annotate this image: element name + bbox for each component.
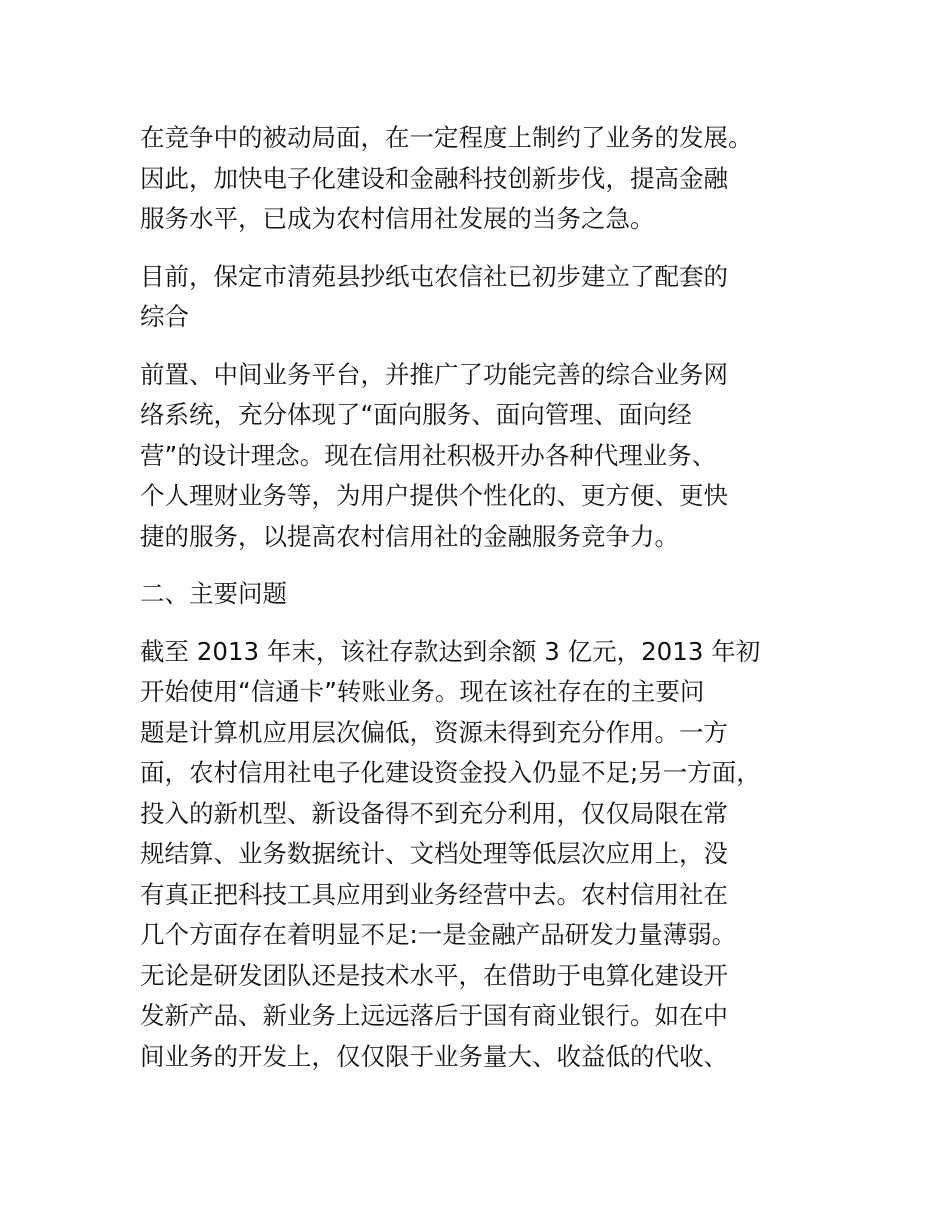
paragraph-current-status bbox=[140, 257, 830, 338]
text-line: 捷的服务，以提高农村信用社的金融服务竞争力。 bbox=[140, 521, 679, 551]
paragraph-competition bbox=[140, 118, 830, 240]
text-line: 截至 2013 年末，该社存款达到余额 3 亿元，2013 年初 bbox=[140, 636, 761, 666]
text-line: 有真正把科技工具应用到业务经营中去。农村信用社在 bbox=[140, 879, 728, 909]
text-line: 投入的新机型、新设备得不到充分利用，仅仅局限在常 bbox=[140, 798, 728, 828]
text-line: 综合 bbox=[140, 302, 189, 331]
paragraph-main-problems bbox=[140, 632, 830, 1078]
text-line: 营”的设计理念。现在信用社积极开办各种代理业务、 bbox=[140, 440, 717, 470]
text-line: 间业务的开发上，仅仅限于业务量大、收益低的代收、 bbox=[140, 1041, 728, 1071]
document-page bbox=[140, 118, 830, 1077]
text-line: 无论是研发团队还是技术水平，在借助于电算化建设开 bbox=[140, 960, 728, 990]
section-heading bbox=[140, 574, 830, 615]
text-line: 规结算、业务数据统计、文档处理等低层次应用上，没 bbox=[140, 839, 728, 868]
text-line: 几个方面存在着明显不足:一是金融产品研发力量薄弱。 bbox=[140, 920, 737, 949]
section-heading-text: 二、主要问题 bbox=[140, 579, 287, 608]
text-line: 开始使用“信通卡”转账业务。现在该社存在的主要问 bbox=[140, 677, 705, 706]
paragraph-platform bbox=[140, 355, 830, 558]
text-line: 个人理财业务等，为用户提供个性化的、更方便、更快 bbox=[140, 481, 728, 510]
text-line: 因此，加快电子化建设和金融科技创新步伐，提高金融 bbox=[140, 163, 728, 193]
text-line: 发新产品、新业务上远远落后于国有商业银行。如在中 bbox=[140, 1001, 728, 1030]
text-line: 服务水平，已成为农村信用社发展的当务之急。 bbox=[140, 204, 655, 233]
text-line: 题是计算机应用层次偏低，资源未得到充分作用。一方 bbox=[140, 717, 728, 747]
text-line: 在竞争中的被动局面，在一定程度上制约了业务的发展。 bbox=[140, 123, 753, 152]
text-line: 面，农村信用社电子化建设资金投入仍显不足;另一方面， bbox=[140, 758, 761, 787]
text-line: 目前，保定市清苑县抄纸屯农信社已初步建立了配套的 bbox=[140, 261, 728, 291]
text-line: 络系统，充分体现了“面向服务、面向管理、面向经 bbox=[140, 400, 692, 429]
text-line: 前置、中间业务平台，并推广了功能完善的综合业务网 bbox=[140, 359, 728, 389]
